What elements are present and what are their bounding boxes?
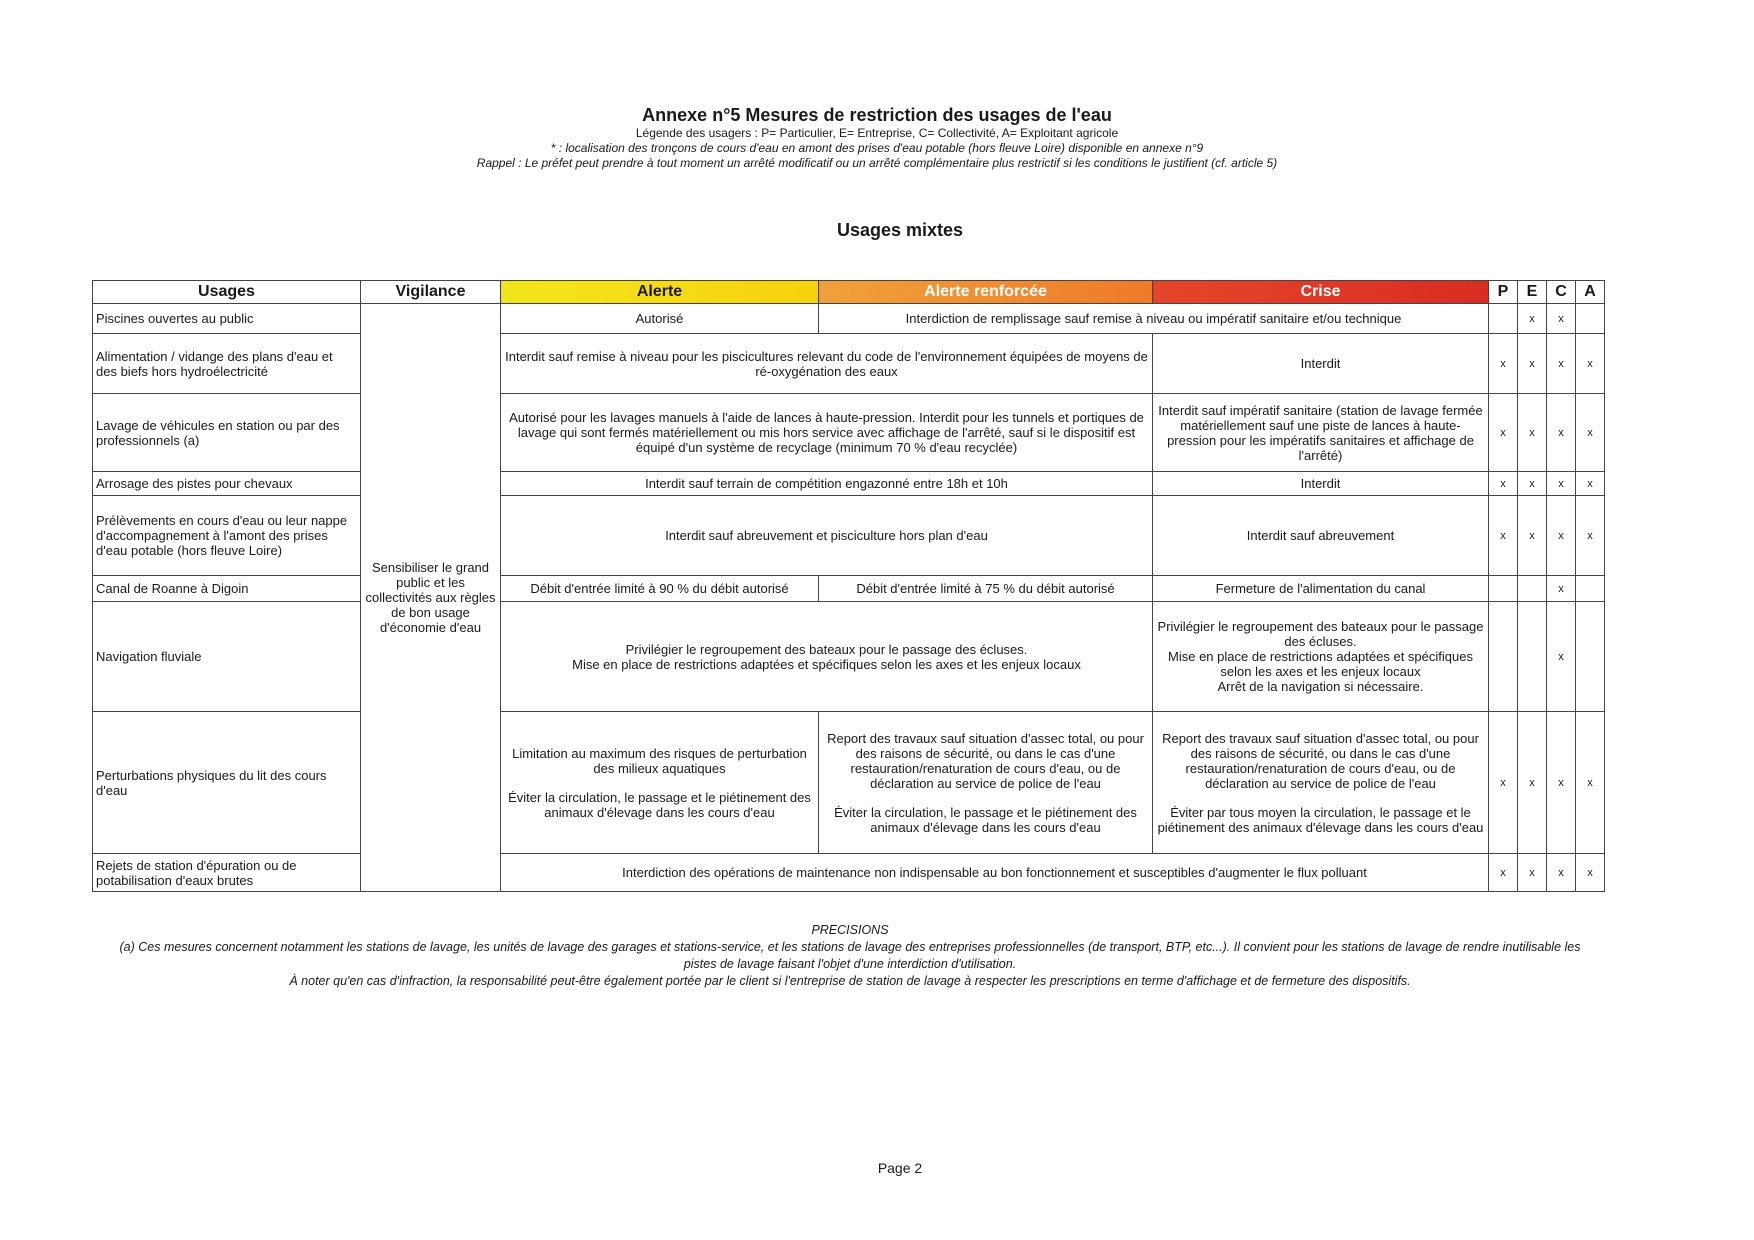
table-row: [93, 854, 1605, 892]
alerte-cell: Autorisé: [501, 304, 819, 334]
renforcee-text-2: Éviter la circulation, le passage et le piétinement des animaux d'élevage dans les cours d'eau: [834, 804, 1137, 835]
usage-cell: Arrosage des pistes pour chevaux: [93, 472, 361, 496]
c-cell: x: [1547, 394, 1576, 472]
vigilance-cell: Sensibiliser le grand public et les collectivités aux règles de bon usage d'économie d'eau: [361, 304, 501, 892]
navigation-text-2: Mise en place de restrictions adaptées et spécifiques selon les axes et les enjeux locaux: [572, 656, 1081, 672]
alerte-renforcee-cell: Interdit sauf abreuvement et pisciculture hors plan d'eau: [501, 496, 1153, 576]
a-cell: x: [1576, 854, 1605, 892]
a-cell: x: [1576, 472, 1605, 496]
header-crise: Crise: [1153, 281, 1489, 304]
table-row: [93, 304, 1605, 334]
usage-cell: Perturbations physiques du lit des cours d'eau: [93, 712, 361, 854]
table-row: [93, 496, 1605, 576]
table-row: [93, 394, 1605, 472]
alerte-renforcee-cell: Autorisé pour les lavages manuels à l'aide de lances à haute-pression. Interdit pour les tunnels et portiques de lavage qui sont fermés matériellement ou mis hors service avec affichage de l'arrêté, sauf si le dispositif est équipé d'un système de recyclage (minimum 70 % d'eau recyclée): [501, 394, 1153, 472]
a-cell: x: [1576, 712, 1605, 854]
e-cell: x: [1518, 854, 1547, 892]
note-rappel: Rappel : Le préfet peut prendre à tout moment un arrêté modificatif ou un arrêté complémentaire plus restrictif si les conditions le justifient (cf. article 5): [476, 156, 1278, 170]
document-header: [0, 104, 1754, 171]
c-cell: x: [1547, 854, 1576, 892]
crise-cell: Interdit: [1153, 334, 1489, 394]
precisions-line-1: (a) Ces mesures concernent notamment les stations de lavage, les unités de lavage des garages et stations-service, et les stations de lavage des entreprises professionnelles (de transport, BTP, etc...). Il convient pour les stations de lavage de rendre inutilisable les pistes de lavage faisant l'objet d'une interdiction d'utilisation.: [119, 940, 1581, 971]
c-cell: x: [1547, 334, 1576, 394]
e-cell: [1518, 576, 1547, 602]
p-cell: x: [1489, 496, 1518, 576]
usage-cell: Canal de Roanne à Digoin: [93, 576, 361, 602]
table-row: [93, 712, 1605, 854]
e-cell: x: [1518, 394, 1547, 472]
note-localisation: * : localisation des tronçons de cours d'eau en amont des prises d'eau potable (hors fleuve Loire) disponible en annexe n°9: [550, 141, 1204, 155]
alerte-cell: [501, 712, 819, 854]
precisions-block: [110, 922, 1590, 990]
alerte-renforcee-cell: Interdit sauf terrain de compétition engazonné entre 18h et 10h: [501, 472, 1153, 496]
a-cell: [1576, 304, 1605, 334]
header-usages: Usages: [93, 281, 361, 304]
a-cell: [1576, 602, 1605, 712]
table-row: [93, 334, 1605, 394]
alerte-renforcee-cell: [501, 602, 1153, 712]
p-cell: x: [1489, 334, 1518, 394]
p-cell: x: [1489, 854, 1518, 892]
a-cell: x: [1576, 496, 1605, 576]
usage-cell: Alimentation / vidange des plans d'eau et des biefs hors hydroélectricité: [93, 334, 361, 394]
page-number: Page 2: [877, 1160, 923, 1176]
p-cell: [1489, 602, 1518, 712]
header-p: P: [1489, 281, 1518, 304]
crise-text-1: Privilégier le regroupement des bateaux pour le passage des écluses.: [1157, 619, 1484, 649]
c-cell: x: [1547, 304, 1576, 334]
header-alerte-renforcee: Alerte renforcée: [819, 281, 1153, 304]
p-cell: x: [1489, 394, 1518, 472]
e-cell: x: [1518, 712, 1547, 854]
c-cell: x: [1547, 496, 1576, 576]
precisions-title: PRECISIONS: [811, 923, 889, 937]
section-title: Usages mixtes: [836, 220, 964, 240]
table-header-row: [93, 281, 1605, 304]
usage-cell: Lavage de véhicules en station ou par des professionnels (a): [93, 394, 361, 472]
e-cell: x: [1518, 334, 1547, 394]
table-row: [93, 576, 1605, 602]
crise-cell: Interdit: [1153, 472, 1489, 496]
e-cell: [1518, 602, 1547, 712]
crise-cell: Interdit sauf impératif sanitaire (station de lavage fermée matériellement sauf une piste de lances à haute-pression pour les impératifs sanitaires et affichage de l'arrêté): [1153, 394, 1489, 472]
c-cell: x: [1547, 576, 1576, 602]
a-cell: x: [1576, 394, 1605, 472]
a-cell: x: [1576, 334, 1605, 394]
c-cell: x: [1547, 472, 1576, 496]
c-cell: x: [1547, 602, 1576, 712]
legend-text: Légende des usagers : P= Particulier, E= Entreprise, C= Collectivité, A= Exploitant agricole: [635, 126, 1119, 140]
p-cell: x: [1489, 712, 1518, 854]
renforcee-cell: [819, 712, 1153, 854]
all-levels-cell: Interdiction des opérations de maintenance non indispensable au bon fonctionnement et susceptibles d'augmenter le flux polluant: [501, 854, 1489, 892]
crise-cell: Interdit sauf abreuvement: [1153, 496, 1489, 576]
header-alerte: Alerte: [501, 281, 819, 304]
header-e: E: [1518, 281, 1547, 304]
p-cell: [1489, 304, 1518, 334]
crise-cell: [1153, 602, 1489, 712]
renforcee-text-1: Report des travaux sauf situation d'assec total, ou pour des raisons de sécurité, ou dans le cas d'une restauration/renaturation de cours d'eau, ou de déclaration au service de police de l'eau: [827, 730, 1144, 791]
crise-cell: Fermeture de l'alimentation du canal: [1153, 576, 1489, 602]
table-row: [93, 602, 1605, 712]
usage-cell: Rejets de station d'épuration ou de potabilisation d'eaux brutes: [93, 854, 361, 892]
header-a: A: [1576, 281, 1605, 304]
navigation-text-1: Privilégier le regroupement des bateaux pour le passage des écluses.: [625, 641, 1028, 657]
usage-cell: Piscines ouvertes au public: [93, 304, 361, 334]
crise-text-2: Éviter par tous moyen la circulation, le passage et le piétinement des animaux d'élevage dans les cours d'eau: [1157, 804, 1484, 835]
usage-cell: Navigation fluviale: [93, 602, 361, 712]
page-title: Annexe n°5 Mesures de restriction des usages de l'eau: [642, 105, 1112, 125]
crise-cell: [1153, 712, 1489, 854]
crise-text-3: Arrêt de la navigation si nécessaire.: [1217, 679, 1424, 694]
renforcee-crise-cell: Interdiction de remplissage sauf remise à niveau ou impératif sanitaire et/ou technique: [819, 304, 1489, 334]
alerte-cell: Débit d'entrée limité à 90 % du débit autorisé: [501, 576, 819, 602]
restrictions-table: [92, 280, 1605, 892]
crise-text-1: Report des travaux sauf situation d'assec total, ou pour des raisons de sécurité, ou dans le cas d'une restauration/renaturation de cours d'eau, ou de déclaration au service de police de l'eau: [1162, 730, 1479, 791]
crise-text-2: Mise en place de restrictions adaptées et spécifiques selon les axes et les enjeux locaux: [1168, 649, 1473, 679]
p-cell: [1489, 576, 1518, 602]
alerte-text-1: Limitation au maximum des risques de perturbation des milieux aquatiques: [512, 745, 807, 776]
e-cell: x: [1518, 472, 1547, 496]
alerte-renforcee-cell: Interdit sauf remise à niveau pour les piscicultures relevant du code de l'environnement équipées de moyens de ré-oxygénation des eaux: [501, 334, 1153, 394]
p-cell: x: [1489, 472, 1518, 496]
e-cell: x: [1518, 304, 1547, 334]
precisions-line-2: À noter qu'en cas d'infraction, la responsabilité peut-être également portée par le client si l'entreprise de station de lavage à respecter les prescriptions en terme d'affichage et de fermeture des dispositifs.: [289, 974, 1411, 988]
a-cell: [1576, 576, 1605, 602]
table-row: [93, 472, 1605, 496]
renforcee-cell: Débit d'entrée limité à 75 % du débit autorisé: [819, 576, 1153, 602]
alerte-text-2: Éviter la circulation, le passage et le piétinement des animaux d'élevage dans les cours d'eau: [508, 789, 811, 820]
header-c: C: [1547, 281, 1576, 304]
c-cell: x: [1547, 712, 1576, 854]
e-cell: x: [1518, 496, 1547, 576]
usage-cell: Prélèvements en cours d'eau ou leur nappe d'accompagnement à l'amont des prises d'eau potable (hors fleuve Loire): [93, 496, 361, 576]
header-vigilance: Vigilance: [361, 281, 501, 304]
